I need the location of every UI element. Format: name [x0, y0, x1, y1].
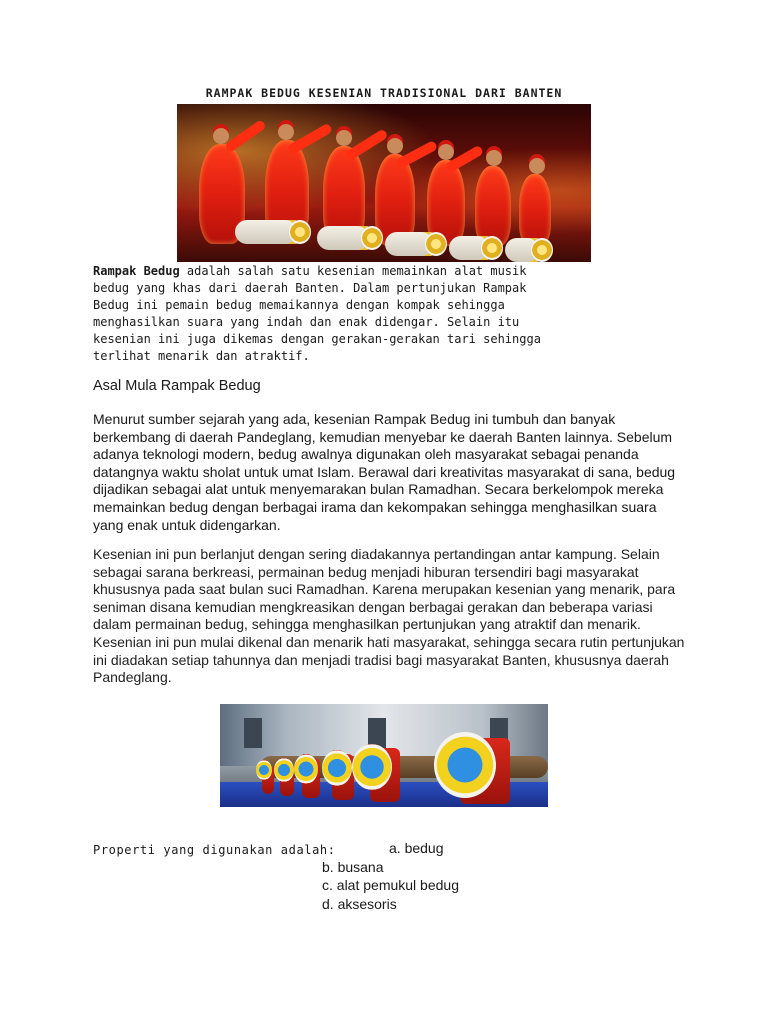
- drums-photo: [220, 704, 548, 807]
- drum-head: [294, 754, 318, 784]
- property-item: d. aksesoris: [322, 896, 397, 912]
- drum-head: [256, 760, 272, 780]
- dancer-figure: [475, 166, 511, 246]
- bedug-drum: [505, 238, 547, 262]
- drum-head: [322, 750, 352, 786]
- section-heading: Asal Mula Rampak Bedug: [93, 378, 261, 394]
- bedug-drum: [449, 236, 497, 260]
- bedug-drum: [317, 226, 377, 250]
- building-window: [244, 718, 262, 748]
- drum-head: [352, 744, 392, 790]
- bedug-drum: [235, 220, 305, 244]
- property-item: a. bedug: [389, 840, 444, 856]
- tradition-paragraph: Kesenian ini pun berlanjut dengan sering diadakannya pertandingan antar kampung. Selain sebagai sarana berkreasi, permainan bedug menjadi hiburan tersendiri bagi masyarakat khususnya pada saat bulan suci Ramadhan. Karena merupakan kesenian yang menarik, para seniman disana kemudian mengkreasikan dengan berbagai gerakan dan beberapa variasi dalam permainan bedug, sehingga menghasilkan pertunjukan yang atraktif dan menarik. Kesenian ini pun mulai dikenal dan menarik hati masyarakat, sehingga secara rutin pertunjukan ini diadakan setiap tahunnya dan menjadi tradisi bagi masyarakat Banten, khususnya daerah Pandeglang.: [93, 546, 685, 686]
- document-title: RAMPAK BEDUG KESENIAN TRADISIONAL DARI BANTEN: [205, 86, 563, 100]
- intro-text: adalah salah satu kesenian memainkan alat musik bedug yang khas dari daerah Banten. Dalam pertunjukan Rampak Bedug ini pemain bedug memaikannya dengan kompak sehingga menghasilkan suara yang indah dan enak didengar. Selain itu kesenian ini juga dikemas dengan gerakan-gerakan tari sehingga terlihat menarik dan atraktif.: [93, 264, 541, 363]
- bedug-drum: [385, 232, 441, 256]
- property-item: b. busana: [322, 859, 384, 875]
- dancer-figure: [519, 174, 551, 246]
- drum-head: [434, 732, 496, 798]
- intro-bold-term: Rampak Bedug: [93, 264, 180, 278]
- origin-paragraph: Menurut sumber sejarah yang ada, kesenian Rampak Bedug ini tumbuh dan banyak berkembang di daerah Pandeglang, kemudian menyebar ke daerah Banten lainnya. Sebelum adanya teknologi modern, bedug awalnya digunakan oleh masyarakat sebagai penanda datangnya waktu sholat untuk umat Islam. Berawal dari kreativitas masyarakat di sana, bedug dijadikan sebagai alat untuk menyemarakan bulan Ramadhan. Secara berkelompok mereka memainkan bedug dengan berbagai irama dan kekompakan sehingga menghasilkan suara yang enak untuk didengarkan.: [93, 411, 676, 533]
- dancers-photo: [177, 104, 591, 262]
- intro-paragraph: [93, 263, 683, 365]
- property-item: c. alat pemukul bedug: [322, 877, 459, 893]
- properties-label: Properti yang digunakan adalah:: [93, 843, 336, 857]
- drum-head: [274, 758, 294, 782]
